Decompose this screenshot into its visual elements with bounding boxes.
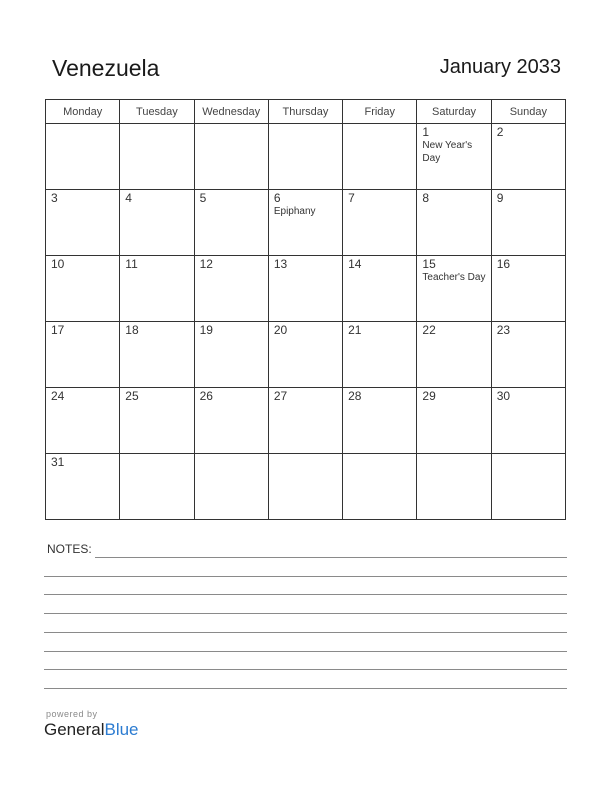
- note-line: [44, 576, 567, 577]
- week-row: [46, 124, 566, 190]
- day-number: 15: [422, 257, 436, 271]
- holiday-label: Teacher's Day: [422, 272, 486, 283]
- day-cell: [194, 256, 268, 322]
- weekday-header: Sunday: [491, 100, 565, 124]
- day-cell: [417, 256, 491, 322]
- day-cell: [343, 322, 417, 388]
- note-line: [44, 688, 567, 689]
- weekday-header: Wednesday: [194, 100, 268, 124]
- generalblue-logo[interactable]: [44, 720, 139, 740]
- weekday-header: Thursday: [268, 100, 342, 124]
- day-number: 19: [199, 323, 213, 337]
- weekday-header: Friday: [343, 100, 417, 124]
- empty-day-cell: [120, 454, 194, 520]
- day-number: 21: [348, 323, 362, 337]
- note-line: [44, 651, 567, 652]
- day-number: [417, 454, 490, 455]
- day-cell: [343, 256, 417, 322]
- day-number: 10: [51, 257, 65, 271]
- day-cell: [417, 322, 491, 388]
- empty-day-cell: [46, 124, 120, 190]
- day-number: 14: [348, 257, 362, 271]
- day-number: 1: [422, 125, 430, 139]
- day-number: 3: [51, 191, 58, 205]
- day-cell: [120, 322, 194, 388]
- day-number: 25: [125, 389, 139, 403]
- week-row: [46, 256, 566, 322]
- day-cell: [268, 388, 342, 454]
- day-cell: [417, 124, 491, 190]
- week-row: [46, 388, 566, 454]
- day-cell: [268, 256, 342, 322]
- logo-general-text: General: [44, 720, 105, 739]
- empty-day-cell: [491, 454, 565, 520]
- empty-day-cell: [120, 124, 194, 190]
- note-line: [44, 594, 567, 595]
- day-number: [46, 124, 119, 125]
- day-number: [120, 454, 193, 455]
- day-cell: [343, 388, 417, 454]
- empty-day-cell: [268, 124, 342, 190]
- day-number: [343, 454, 416, 455]
- month-year-title: January 2033: [439, 56, 561, 78]
- day-number: [269, 454, 342, 455]
- day-cell: [417, 190, 491, 256]
- day-number: 20: [273, 323, 288, 337]
- day-cell: [120, 190, 194, 256]
- day-number: 2: [496, 125, 504, 139]
- day-cell: [120, 388, 194, 454]
- note-line: [44, 669, 567, 670]
- day-cell: [268, 322, 342, 388]
- day-number: 6: [273, 191, 281, 205]
- day-cell: [194, 388, 268, 454]
- day-cell: [491, 124, 565, 190]
- week-row: [46, 190, 566, 256]
- empty-day-cell: [194, 454, 268, 520]
- country-title: Venezuela: [52, 55, 160, 81]
- day-number: 8: [422, 191, 430, 205]
- day-number: 28: [348, 389, 362, 403]
- notes-label: NOTES:: [47, 542, 92, 556]
- weekday-header: Saturday: [417, 100, 491, 124]
- day-number: 29: [422, 389, 436, 403]
- day-number: 7: [348, 191, 355, 205]
- day-cell: [491, 388, 565, 454]
- day-number: 11: [125, 257, 138, 271]
- empty-day-cell: [194, 124, 268, 190]
- day-cell: [343, 190, 417, 256]
- day-number: 27: [273, 389, 288, 403]
- empty-day-cell: [343, 454, 417, 520]
- day-cell: [46, 322, 120, 388]
- day-number: 26: [199, 389, 213, 403]
- day-cell: [46, 256, 120, 322]
- day-number: [195, 454, 268, 455]
- week-row: [46, 454, 566, 520]
- day-number: 23: [496, 323, 511, 337]
- empty-day-cell: [268, 454, 342, 520]
- day-cell: [268, 190, 342, 256]
- day-cell: [491, 190, 565, 256]
- day-cell: [194, 190, 268, 256]
- powered-by-text: powered by: [46, 709, 98, 719]
- empty-day-cell: [343, 124, 417, 190]
- empty-day-cell: [417, 454, 491, 520]
- note-line: [95, 557, 567, 558]
- day-number: 16: [496, 257, 511, 271]
- holiday-label: New Year's Day: [422, 140, 473, 164]
- week-row: [46, 322, 566, 388]
- day-number: [120, 124, 193, 125]
- day-number: 24: [51, 389, 65, 403]
- day-number: 31: [51, 455, 65, 469]
- day-cell: [417, 388, 491, 454]
- day-cell: [194, 322, 268, 388]
- calendar-grid: [45, 99, 566, 520]
- weekday-header-row: [46, 100, 566, 124]
- day-number: 12: [199, 257, 213, 271]
- day-number: 17: [51, 323, 65, 337]
- day-cell: [491, 256, 565, 322]
- weekday-header: Tuesday: [120, 100, 194, 124]
- day-cell: [46, 190, 120, 256]
- day-number: [269, 124, 342, 125]
- note-line: [44, 632, 567, 633]
- day-number: 13: [273, 257, 288, 271]
- day-cell: [46, 388, 120, 454]
- day-number: 5: [199, 191, 207, 205]
- day-cell: [46, 454, 120, 520]
- day-cell: [491, 322, 565, 388]
- day-number: 9: [496, 191, 504, 205]
- weekday-header: Monday: [46, 100, 120, 124]
- day-number: 4: [125, 191, 132, 205]
- day-number: 22: [422, 323, 436, 337]
- day-number: 30: [496, 389, 511, 403]
- day-number: [195, 124, 268, 125]
- day-cell: [120, 256, 194, 322]
- day-number: [492, 454, 565, 455]
- day-number: 18: [125, 323, 139, 337]
- note-line: [44, 613, 567, 614]
- day-number: [343, 124, 416, 125]
- logo-blue-text: Blue: [104, 720, 139, 739]
- holiday-label: Epiphany: [273, 206, 316, 217]
